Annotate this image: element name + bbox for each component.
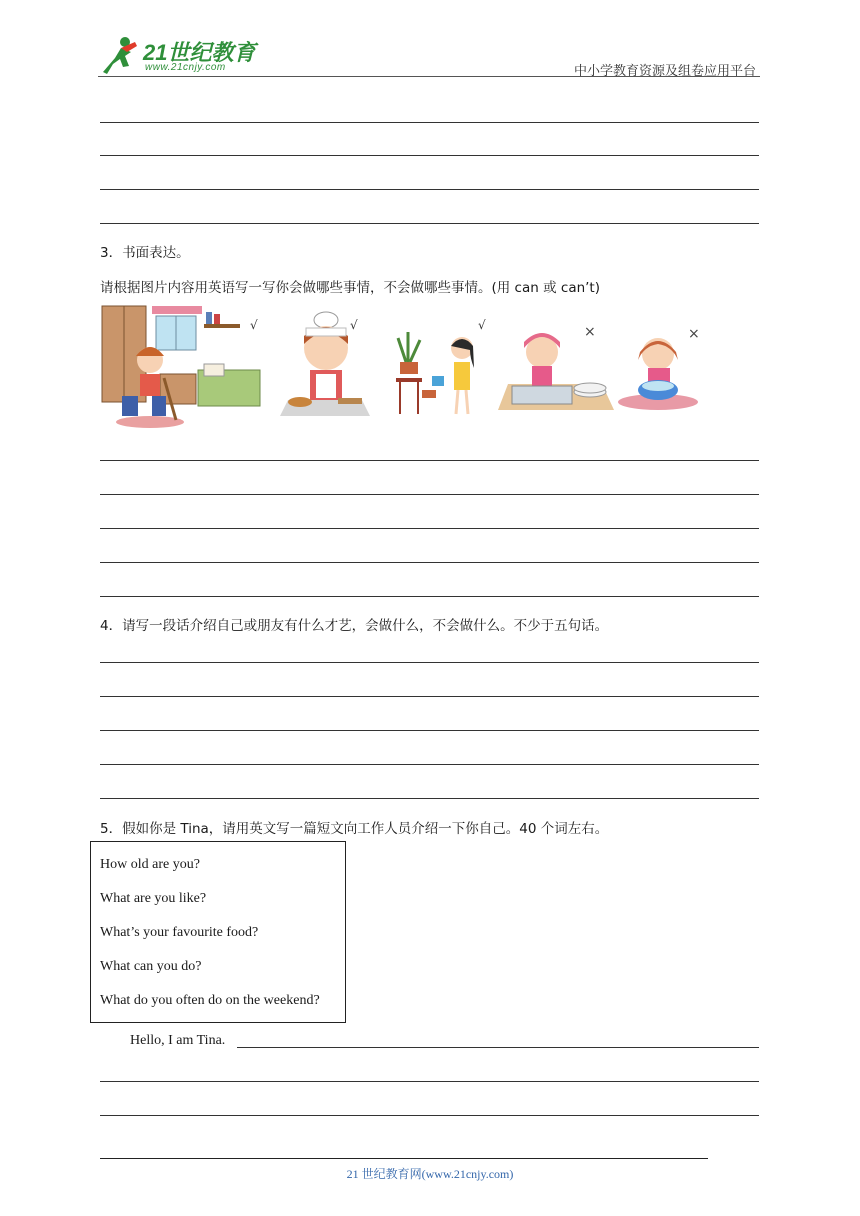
answer-line — [100, 460, 759, 461]
check-mark: √ — [478, 318, 486, 332]
cross-mark: × — [688, 326, 700, 342]
question-4-title: 4．请写一段话介绍自己或朋友有什么才艺，会做什么，不会做什么。不少于五句话。 — [100, 618, 609, 634]
answer-line — [100, 662, 759, 663]
question-3-prompt: 请根据图片内容用英语写一写你会做哪些事情，不会做哪些事情。(用 can 或 can’t) — [100, 280, 600, 296]
site-logo — [95, 34, 260, 78]
question-3-title: 3．书面表达。 — [100, 245, 190, 261]
check-mark: √ — [350, 318, 358, 332]
guide-question: What’s your favourite food? — [100, 925, 259, 940]
essay-start: Hello, I am Tina. — [130, 1033, 226, 1048]
guide-questions-box — [90, 841, 346, 1023]
guide-question: What can you do? — [100, 959, 202, 974]
watering-flowers-icon — [392, 328, 482, 418]
question-5-title: 5．假如你是 Tina，请用英文写一篇短文向工作人员介绍一下你自己。40 个词左右。 — [100, 821, 609, 837]
washing-clothes-icon — [616, 332, 702, 412]
runner-logo-icon — [95, 34, 143, 78]
answer-line — [100, 223, 759, 224]
answer-line — [100, 562, 759, 563]
guide-question: What do you often do on the weekend? — [100, 993, 320, 1008]
footer-divider — [100, 1158, 708, 1159]
answer-line — [100, 764, 759, 765]
answer-line — [100, 1115, 759, 1116]
answer-line — [100, 189, 759, 190]
platform-name: 中小学教育资源及组卷应用平台 — [573, 64, 756, 79]
guide-question: What are you like? — [100, 891, 207, 906]
sweeping-floor-icon — [100, 302, 270, 432]
footer-text: 21 世纪教育网(www.21cnjy.com) — [346, 1167, 514, 1181]
answer-line — [237, 1047, 759, 1048]
logo-url: www.21cnjy.com — [145, 62, 226, 73]
answer-line — [100, 1081, 759, 1082]
answer-line — [100, 798, 759, 799]
cross-mark: × — [584, 324, 596, 340]
logo-text: 21世纪教育 — [143, 40, 256, 65]
answer-line — [100, 122, 759, 123]
answer-line — [100, 696, 759, 697]
answer-line — [100, 528, 759, 529]
answer-line — [100, 494, 759, 495]
washing-dishes-icon — [498, 326, 614, 412]
answer-line — [100, 730, 759, 731]
check-mark: √ — [250, 318, 258, 332]
answer-line — [100, 596, 759, 597]
guide-question: How old are you? — [100, 857, 200, 872]
answer-line — [100, 155, 759, 156]
header-divider — [98, 76, 760, 77]
